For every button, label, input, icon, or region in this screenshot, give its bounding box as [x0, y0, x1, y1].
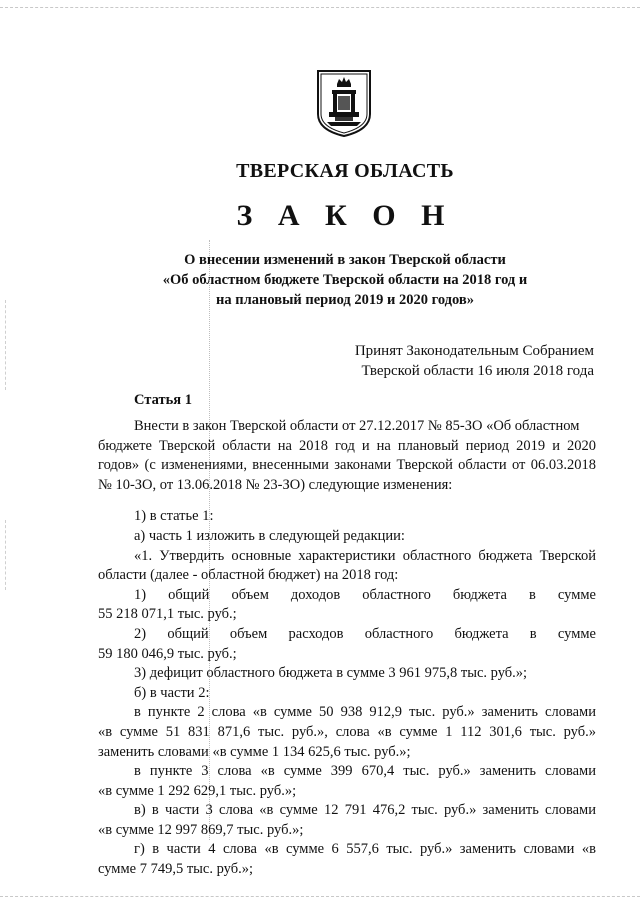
body-line: № 10-ЗО, от 13.06.2018 № 23-ЗО) следующие изменения: — [98, 476, 453, 493]
body-line: заменить словами «в сумме 1 134 625,6 тыс. руб.»; — [98, 743, 411, 760]
body-line: бюджете Тверской области на 2018 год и на плановый период 2019 и 2020 — [98, 437, 596, 454]
body-line: «в сумме 12 997 869,7 тыс. руб.»; — [98, 821, 304, 838]
body-line: Внести в закон Тверской области от 27.12.2017 № 85-ЗО «Об областном — [134, 418, 580, 434]
adoption-note — [355, 341, 594, 381]
subject-line: «Об областном бюджете Тверской области на 2018 год и — [162, 272, 528, 288]
scan-edge-left-mark — [5, 520, 7, 590]
body-line: а) часть 1 изложить в следующей редакции: — [134, 527, 405, 544]
body-line: «в сумме 51 831 871,6 тыс. руб.», слова «в сумме 1 112 301,6 тыс. руб.» — [98, 723, 596, 740]
article-body — [98, 417, 596, 880]
subject-line: на плановый период 2019 и 2020 годов» — [216, 292, 474, 308]
scan-edge-left-mark — [5, 300, 7, 390]
article-heading: Статья 1 — [134, 392, 192, 408]
adoption-line: Тверской области 16 июля 2018 года — [361, 363, 594, 379]
body-line: 55 218 071,1 тыс. руб.; — [98, 606, 237, 623]
document-type-title: З А К О Н — [236, 199, 454, 232]
body-line: годов» (с изменениями, внесенными законами Тверской области от 06.03.2018 — [98, 457, 596, 474]
body-line: г) в части 4 слова «в сумме 6 557,6 тыс. руб.» заменить словами «в — [134, 841, 596, 858]
law-subject — [0, 250, 640, 310]
scan-edge-top — [0, 7, 640, 9]
region-title: ТВЕРСКАЯ ОБЛАСТЬ — [236, 160, 454, 182]
body-line: 3) дефицит областного бюджета в сумме 3 961 975,8 тыс. руб.»; — [134, 665, 528, 682]
adoption-line: Принят Законодательным Собранием — [354, 343, 594, 359]
subject-line: О внесении изменений в закон Тверской области — [184, 252, 506, 268]
body-line: в) в части 3 слова «в сумме 12 791 476,2 тыс. руб.» заменить словами — [134, 802, 596, 819]
body-line: области (далее - областной бюджет) на 2018 год: — [98, 567, 399, 584]
body-line: 1) в статье 1: — [134, 508, 214, 525]
body-line: в пункте 3 слова «в сумме 399 670,4 тыс. руб.» заменить словами — [134, 763, 596, 780]
body-line: «в сумме 1 292 629,1 тыс. руб.»; — [98, 782, 297, 799]
scan-edge-bottom — [0, 896, 640, 898]
coat-of-arms-icon — [315, 68, 373, 138]
body-line: «1. Утвердить основные характеристики областного бюджета Тверской — [134, 547, 596, 564]
body-line: в пункте 2 слова «в сумме 50 938 912,9 тыс. руб.» заменить словами — [134, 704, 596, 721]
body-line: 1) общий объем доходов областного бюджета в сумме — [134, 586, 596, 603]
body-line: 2) общий объем расходов областного бюджета в сумме — [134, 625, 596, 642]
body-line: б) в части 2: — [134, 684, 210, 701]
body-line: 59 180 046,9 тыс. руб.; — [98, 645, 237, 662]
body-line: сумме 7 749,5 тыс. руб.»; — [98, 861, 254, 878]
